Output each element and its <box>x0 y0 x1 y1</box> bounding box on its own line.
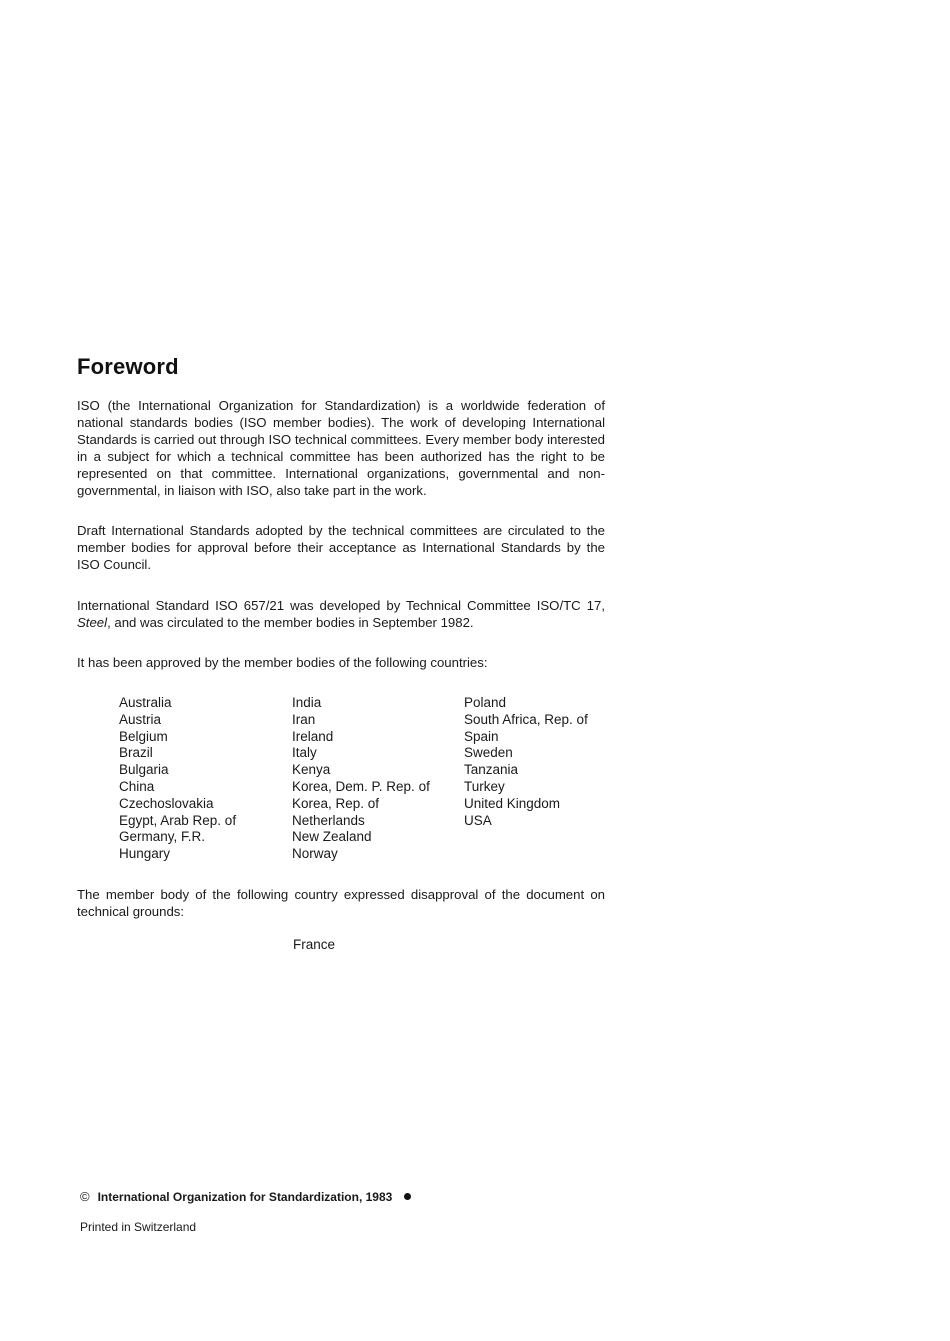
paragraph-approval: It has been approved by the member bodies of the following countries: <box>77 655 488 670</box>
paragraph-standard-development-start: International Standard ISO 657/21 was developed by Technical Committee ISO/TC 17, <box>77 598 605 613</box>
country-item: Belgium <box>119 728 168 744</box>
countries-column-3 <box>464 695 588 829</box>
country-item: USA <box>464 812 492 828</box>
copyright-text: International Organization for Standardization, 1983 <box>97 1190 393 1204</box>
country-item: Austria <box>119 711 162 727</box>
paragraph-disapproval: The member body of the following country expressed disapproval of the document on technical grounds: <box>77 887 605 919</box>
country-item: Hungary <box>119 846 171 862</box>
bullet-icon <box>404 1193 411 1200</box>
copyright-icon: © <box>80 1189 90 1204</box>
country-item: Tanzania <box>464 762 519 778</box>
country-item: Czechoslovakia <box>119 795 214 811</box>
country-item: Bulgaria <box>119 762 169 778</box>
country-item: Kenya <box>292 762 331 778</box>
country-item: Australia <box>119 695 172 710</box>
paragraph-iso-description: ISO (the International Organization for Standardization) is a worldwide federation of national standards bodies (ISO member bodies). The work of developing International Standards is carried out through ISO technical committees. Every member body interested in a subject for which a technical committee has been authorized has the right to be represented on that committee. International organizations, governmental and non-governmental, in liaison with ISO, also take part in the work. <box>77 398 605 498</box>
country-item: Germany, F.R. <box>119 829 206 845</box>
country-item: Brazil <box>119 745 153 761</box>
country-item: Italy <box>292 745 317 761</box>
country-item: Poland <box>464 695 507 710</box>
printed-location: Printed in Switzerland <box>80 1220 197 1234</box>
committee-name: Steel <box>77 615 108 630</box>
countries-column-2 <box>292 695 430 863</box>
country-item: Ireland <box>292 728 334 744</box>
country-item: Sweden <box>464 745 513 761</box>
disapproving-country: France <box>293 937 336 952</box>
country-item: Norway <box>292 846 338 862</box>
countries-column-1 <box>119 695 236 863</box>
country-item: Spain <box>464 728 499 744</box>
country-item: New Zealand <box>292 829 372 845</box>
paragraph-standard-development <box>77 597 605 631</box>
country-item: Korea, Rep. of <box>292 795 380 811</box>
copyright-line <box>80 1189 411 1204</box>
approving-countries-list <box>119 695 619 865</box>
country-item: Iran <box>292 711 316 727</box>
country-item: United Kingdom <box>464 795 561 811</box>
paragraph-standard-development-end: , and was circulated to the member bodies in September 1982. <box>107 615 474 630</box>
page-title: Foreword <box>77 354 179 379</box>
country-item: Turkey <box>464 778 505 794</box>
country-item: Netherlands <box>292 812 365 828</box>
country-item: Egypt, Arab Rep. of <box>119 812 237 828</box>
country-item: South Africa, Rep. of <box>464 711 588 727</box>
country-item: China <box>119 778 155 794</box>
country-item: Korea, Dem. P. Rep. of <box>292 778 430 794</box>
country-item: India <box>292 695 322 710</box>
paragraph-draft-standards: Draft International Standards adopted by the technical committees are circulated to the member bodies for approval before their acceptance as International Standards by the ISO Council. <box>77 523 605 572</box>
